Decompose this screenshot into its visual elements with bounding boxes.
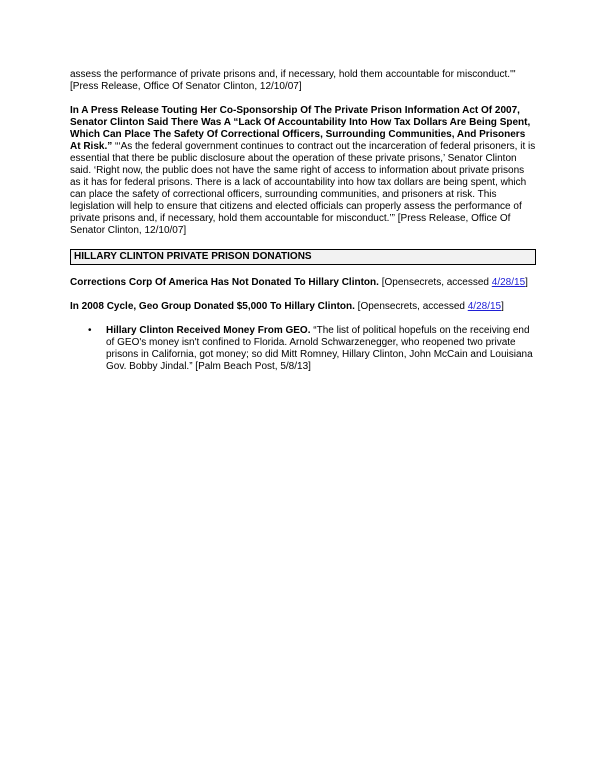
intro-paragraph: assess the performance of private prisons and, if necessary, hold them accountable for misconduct.'" [Press Release, Office Of Senator Clinton, 12/10/07] xyxy=(70,69,516,92)
opensecrets-link[interactable]: 4/28/15 xyxy=(467,301,502,312)
list-item xyxy=(70,325,536,373)
donation-item-source: [Opensecrets, accessed xyxy=(378,277,492,288)
bullet-body: “The list of political hopefuls on the receiving end of GEO's money isn't confined to Florida. Arnold Schwarzenegger, who reopened two private prisons in California, got money; so did Mitt Romney, Hillary Clinton, John McCain and Louisiana Gov. Bobby Jindal.” [Palm Beach Post, 5/8/13] xyxy=(106,325,533,372)
donation-item-source-end: ] xyxy=(525,277,528,288)
press-release-paragraph xyxy=(70,105,536,237)
spacer xyxy=(70,265,536,277)
section-header: HILLARY CLINTON PRIVATE PRISON DONATIONS xyxy=(70,249,536,265)
document-body xyxy=(70,69,536,373)
donation-item-heading: In 2008 Cycle, Geo Group Donated $5,000 To Hillary Clinton. xyxy=(70,301,355,312)
donation-item-cca xyxy=(70,277,536,289)
bullet-icon: • xyxy=(88,325,92,336)
press-release-body: “‘As the federal government continues to contract out the incarceration of federal prisoners, it is essential that there be public disclosure about the operation of these private prisons,’ Senator Clinton said. ‘Right now, the public does not have the same right of access to information about private prisons as it has for federal prisons. There is a lack of accountability into how tax dollars are being spent, which can place the safety of correctional officers, surrounding communities, and prisoners at risk. This legislation will help to ensure that citizens and elected officials can properly assess the performance of private prisons and, if necessary, hold them accountable for misconduct.’” [Press Release, Office Of Senator Clinton, 12/10/07] xyxy=(70,141,536,236)
bullet-heading: Hillary Clinton Received Money From GEO. xyxy=(106,325,311,336)
donation-item-source: [Opensecrets, accessed xyxy=(354,301,468,312)
donation-item-heading: Corrections Corp Of America Has Not Donated To Hillary Clinton. xyxy=(70,277,379,288)
donation-item-geo xyxy=(70,301,536,313)
spacer xyxy=(70,93,536,105)
spacer xyxy=(70,289,536,301)
donation-item-source-end: ] xyxy=(501,301,504,312)
spacer xyxy=(70,313,536,325)
opensecrets-link[interactable]: 4/28/15 xyxy=(491,277,526,288)
bullet-list xyxy=(70,325,536,373)
press-release-heading: In A Press Release Touting Her Co-Sponsorship Of The Private Prison Information Act Of 2007, Senator Clinton Said There Was A “Lack Of Accountability Into How Tax Dollars Are Being Spent, Which Can Place The Safety Of Correctional Officers, Surrounding Communities, And Prisoners At Risk.” xyxy=(70,105,531,152)
